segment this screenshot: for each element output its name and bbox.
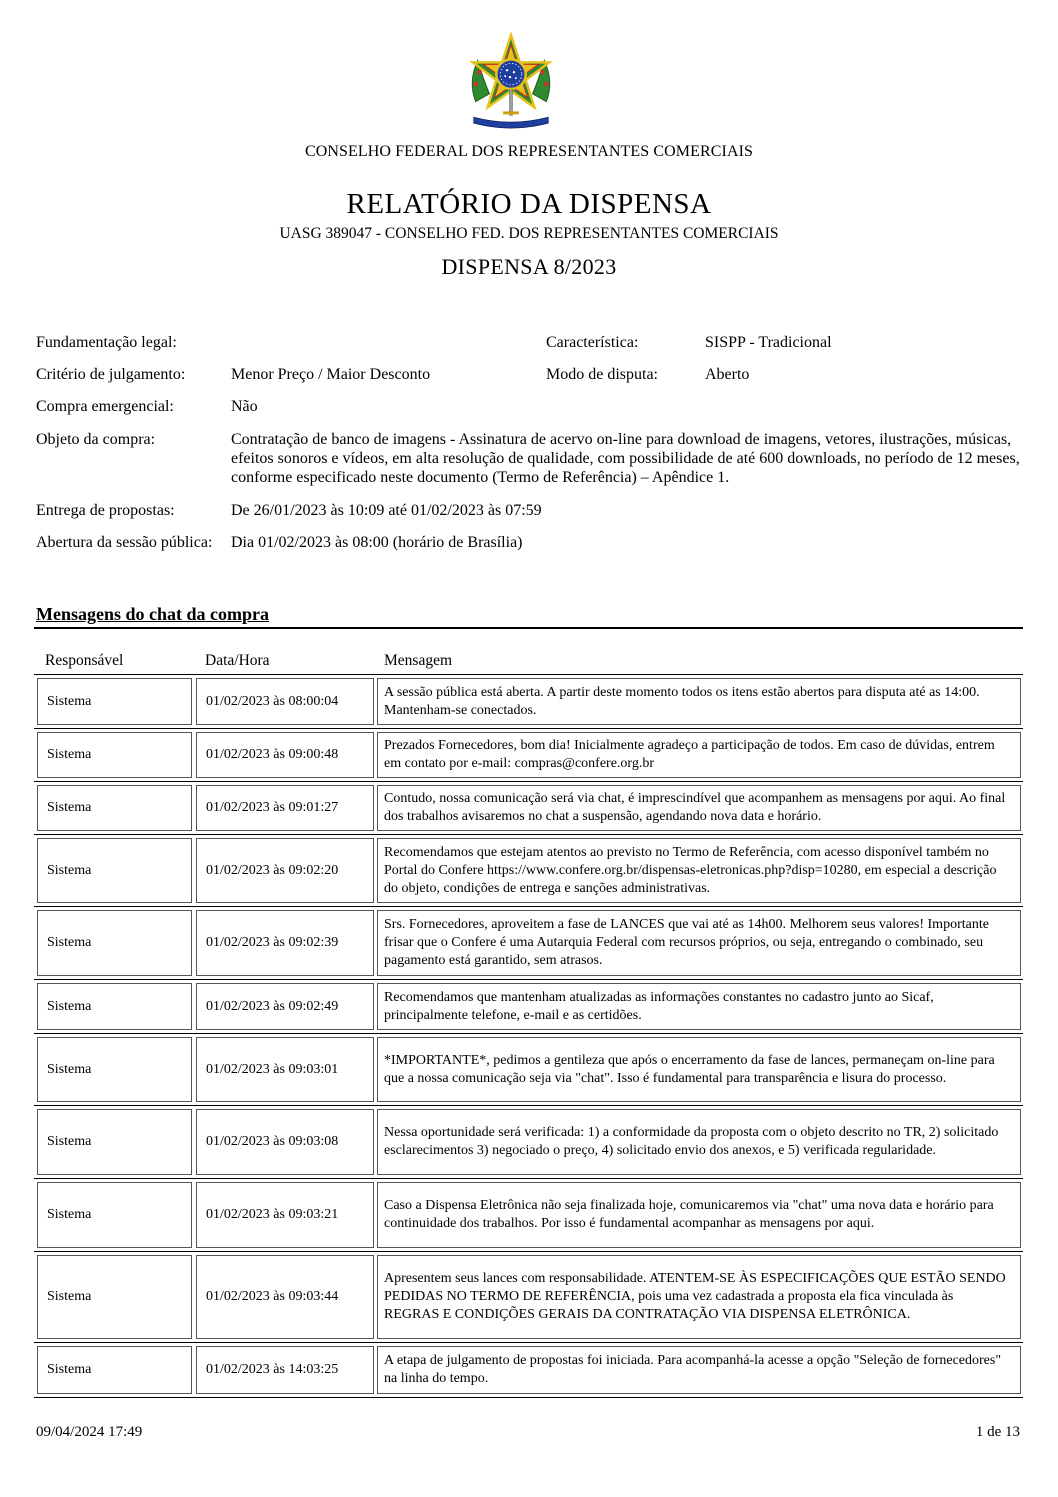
criterio-label: Critério de julgamento: [36,366,186,383]
col-mensagem-header: Mensagem [384,652,453,669]
row-message: Apresentem seus lances com responsabilidade. ATENTEM-SE ÀS ESPECIFICAÇÕES QUE ESTÃO SENDO PEDIDAS NO TERMO DE REFERÊNCIA, pois uma vez cadastrada a proposta ela fica vinculada às REGRAS E CONDIÇÕES GERAIS DA CONTRATAÇÃO VIA DISPENSA ELETRÔNICA. [377,1255,1021,1339]
row-responsavel: Sistema [37,1182,192,1248]
chat-table-header [34,648,1023,674]
row-message: Srs. Fornecedores, aproveitem a fase de LANCES que vai até as 14h00. Melhorem seus valores! Importante frisar que o Confere é uma Autarquia Federal com recursos próprios, ou seja, entregando o combinado, seu pagamento está garantido, sem atrasos. [377,910,1021,976]
modo-disputa-value: Aberto [705,366,750,383]
row-responsavel: Sistema [37,678,192,725]
row-responsavel: Sistema [37,732,192,778]
row-message: Contudo, nossa comunicação será via chat, é imprescindível que acompanhem as mensagens por aqui. Ao final dos trabalhos avisaremos no chat a suspensão, agendando nova data e horário. [377,785,1021,831]
row-responsavel: Sistema [37,785,192,831]
entrega-label: Entrega de propostas: [36,502,175,519]
objeto-label: Objeto da compra: [36,431,156,448]
row-datetime: 01/02/2023 às 09:02:39 [196,910,374,976]
row-datetime: 01/02/2023 às 09:01:27 [196,785,374,831]
row-datetime: 01/02/2023 às 09:03:01 [196,1037,374,1102]
chat-row [34,906,1023,979]
row-responsavel: Sistema [37,1109,192,1175]
chat-row [34,728,1023,781]
objeto-value: Contratação de banco de imagens - Assinatura de acervo on-line para download de imagens, vetores, ilustrações, músicas, efeitos sonoros e vídeos, em alta resolução de qualidade, com possibilidade de até 600 downloads, no período de 12 meses, conforme especificado neste documento (Termo de Referência) – Apêndice 1. [231,431,1020,486]
row-responsavel: Sistema [37,838,192,903]
row-responsavel: Sistema [37,1255,192,1339]
report-title: RELATÓRIO DA DISPENSA [346,188,712,220]
emergencial-value: Não [231,398,258,415]
chat-row [34,979,1023,1033]
chat-row [34,781,1023,834]
row-message: Nessa oportunidade será verificada: 1) a conformidade da proposta com o objeto descrito no TR, 2) solicitado esclarecimentos 3) negociado o preço, 4) solicitado envio dos anexos, e 5) verificada regularidade. [377,1109,1021,1175]
row-message: Recomendamos que estejam atentos ao previsto no Termo de Referência, com acesso disponível também no Portal do Confere https://www.confere.org.br/dispensas-eletronicas.php?disp=10280, em especial a descrição do objeto, condições de entrega e sanções administrativas. [377,838,1021,903]
abertura-label: Abertura da sessão pública: [36,534,213,551]
abertura-value: Dia 01/02/2023 às 08:00 (horário de Brasília) [231,534,523,551]
row-datetime: 01/02/2023 às 09:03:08 [196,1109,374,1175]
modo-disputa-label: Modo de disputa: [546,366,658,383]
row-datetime: 01/02/2023 às 09:02:49 [196,983,374,1030]
row-message: Caso a Dispensa Eletrônica não seja finalizada hoje, comunicaremos via "chat" uma nova data e horário para continuidade dos trabalhos. Por isso é fundamental acompanhar as mensagens por aqui. [377,1182,1021,1248]
row-datetime: 01/02/2023 às 09:00:48 [196,732,374,778]
chat-section-title: Mensagens do chat da compra [36,604,269,624]
footer-page-number: 1 de 13 [975,1424,1020,1440]
chat-table [34,648,1023,1398]
criterio-value: Menor Preço / Maior Desconto [231,366,431,383]
chat-row [34,1105,1023,1178]
row-datetime: 01/02/2023 às 08:00:04 [196,678,374,725]
chat-row [34,1342,1023,1398]
uasg-line: UASG 389047 - CONSELHO FED. DOS REPRESENTANTES COMERCIAIS [279,225,779,242]
chat-row [34,1251,1023,1342]
row-message: A etapa de julgamento de propostas foi iniciada. Para acompanhá-la acesse a opção "Seleção de fornecedores" na linha do tempo. [377,1346,1021,1394]
row-message: Recomendamos que mantenham atualizadas as informações constantes no cadastro junto ao Sicaf, principalmente telefone, e-mail e as certidões. [377,983,1021,1030]
row-responsavel: Sistema [37,1346,192,1394]
col-responsavel-header: Responsável [45,652,124,669]
emergencial-label: Compra emergencial: [36,398,174,415]
col-data-header: Data/Hora [205,652,270,669]
row-message: *IMPORTANTE*, pedimos a gentileza que após o encerramento da fase de lances, permaneçam on-line para que a nossa comunicação seja via "chat". Isso é fundamental para transparência e lisura do processo. [377,1037,1021,1102]
row-responsavel: Sistema [37,910,192,976]
row-datetime: 01/02/2023 às 09:03:44 [196,1255,374,1339]
chat-row [34,834,1023,906]
footer-printed-at: 09/04/2024 17:49 [36,1424,143,1440]
chat-row [34,1033,1023,1105]
section-divider [34,627,1023,629]
row-datetime: 01/02/2023 às 09:02:20 [196,838,374,903]
chat-row [34,674,1023,728]
row-message: A sessão pública está aberta. A partir deste momento todos os itens estão abertos para disputa até as 14:00. Mantenham-se conectados. [377,678,1021,725]
caracteristica-value: SISPP - Tradicional [705,334,832,351]
chat-row [34,1178,1023,1251]
entrega-value: De 26/01/2023 às 10:09 até 01/02/2023 às 07:59 [231,502,542,519]
row-responsavel: Sistema [37,983,192,1030]
caracteristica-label: Característica: [546,334,639,351]
coat-of-arms-emblem [462,32,560,132]
row-datetime: 01/02/2023 às 14:03:25 [196,1346,374,1394]
row-datetime: 01/02/2023 às 09:03:21 [196,1182,374,1248]
row-responsavel: Sistema [37,1037,192,1102]
fundamentacao-label: Fundamentação legal: [36,334,177,351]
organization-name: CONSELHO FEDERAL DOS REPRESENTANTES COMERCIAIS [304,143,754,160]
row-message: Prezados Fornecedores, bom dia! Inicialmente agradeço a participação de todos. Em caso de dúvidas, entrem em contato por e-mail: compras@confere.org.br [377,732,1021,778]
dispensa-number: DISPENSA 8/2023 [441,254,617,279]
